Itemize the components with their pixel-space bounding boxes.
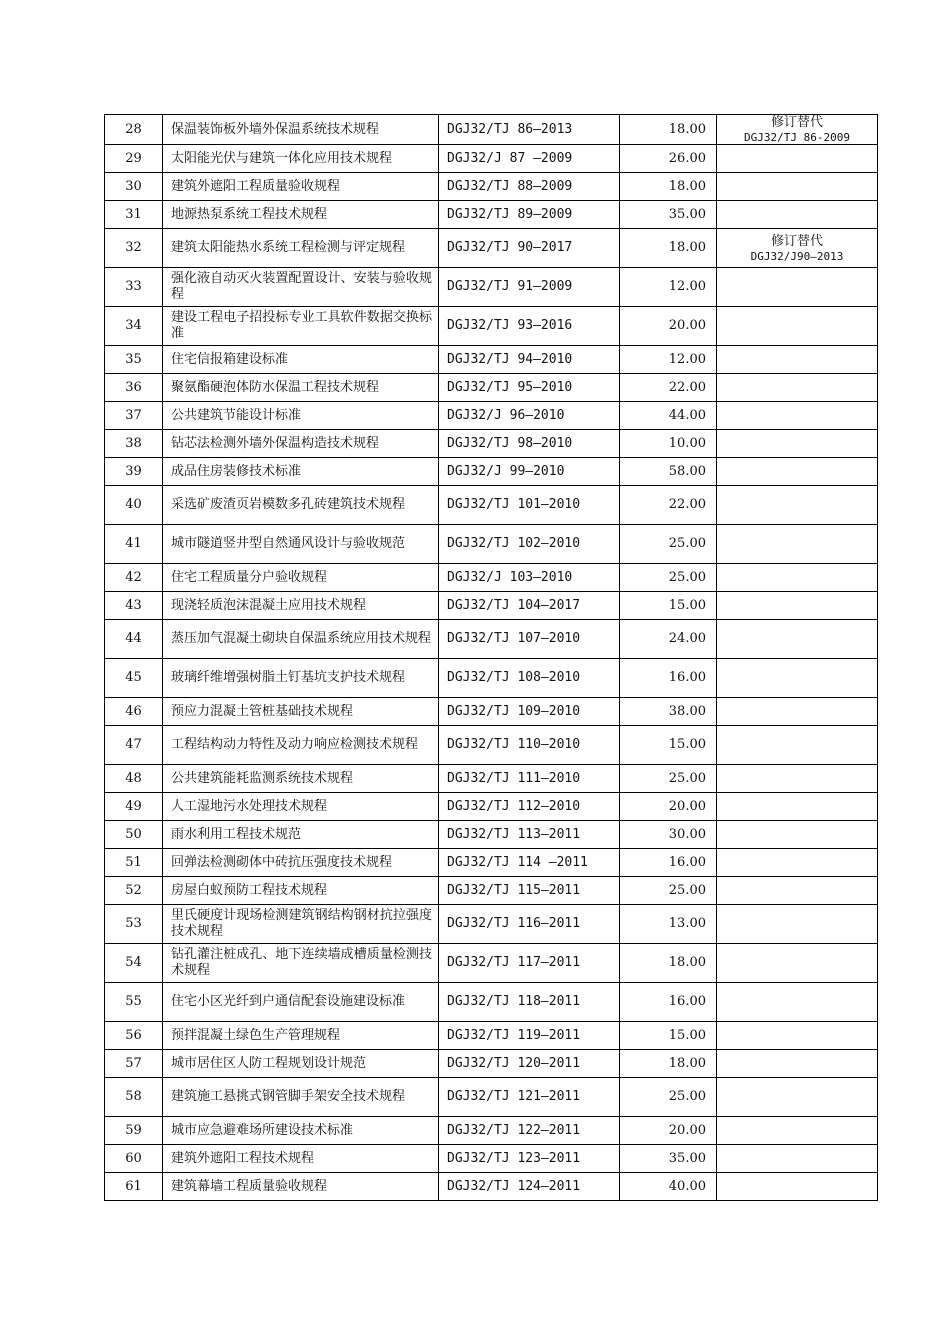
remark <box>717 793 878 821</box>
row-number: 59 <box>105 1117 163 1145</box>
table-row <box>105 201 878 229</box>
price: 25.00 <box>620 1078 717 1117</box>
standard-name: 太阳能光伏与建筑一体化应用技术规程 <box>163 145 439 173</box>
remark <box>717 307 878 346</box>
price: 13.00 <box>620 905 717 944</box>
standard-name: 里氏硬度计现场检测建筑钢结构钢材抗拉强度技术规程 <box>163 905 439 944</box>
row-number: 28 <box>105 115 163 145</box>
remark <box>717 877 878 905</box>
remark <box>717 1078 878 1117</box>
standard-name: 城市应急避难场所建设技术标准 <box>163 1117 439 1145</box>
table-row <box>105 1117 878 1145</box>
price: 18.00 <box>620 944 717 983</box>
row-number: 51 <box>105 849 163 877</box>
remark <box>717 268 878 307</box>
row-number: 32 <box>105 229 163 268</box>
standard-name: 建筑太阳能热水系统工程检测与评定规程 <box>163 229 439 268</box>
remark-text: 修订替代 <box>770 115 823 130</box>
standard-name: 公共建筑节能设计标准 <box>163 402 439 430</box>
price: 25.00 <box>620 525 717 564</box>
standard-name: 住宅工程质量分户验收规程 <box>163 564 439 592</box>
price: 12.00 <box>620 346 717 374</box>
table-row <box>105 402 878 430</box>
table-row <box>105 983 878 1022</box>
standard-code: DGJ32/TJ 94—2010 <box>439 346 620 374</box>
table-row <box>105 765 878 793</box>
standards-table-body <box>105 115 878 1201</box>
table-row <box>105 458 878 486</box>
standard-code: DGJ32/TJ 102—2010 <box>439 525 620 564</box>
table-row <box>105 592 878 620</box>
remark <box>717 592 878 620</box>
table-row <box>105 1050 878 1078</box>
row-number: 46 <box>105 698 163 726</box>
remark-replaced-code: DGJ32/J90—2013 <box>750 249 844 263</box>
remark <box>717 374 878 402</box>
remark <box>717 564 878 592</box>
standard-code: DGJ32/TJ 123—2011 <box>439 1145 620 1173</box>
remark <box>717 115 878 145</box>
table-row <box>105 698 878 726</box>
table-row <box>105 346 878 374</box>
standard-name: 住宅小区光纤到户通信配套设施建设标准 <box>163 983 439 1022</box>
table-row <box>105 877 878 905</box>
table-row <box>105 430 878 458</box>
standard-name: 城市隧道竖井型自然通风设计与验收规范 <box>163 525 439 564</box>
standard-name: 地源热泵系统工程技术规程 <box>163 201 439 229</box>
price: 20.00 <box>620 793 717 821</box>
price: 15.00 <box>620 726 717 765</box>
price: 20.00 <box>620 1117 717 1145</box>
row-number: 41 <box>105 525 163 564</box>
remark <box>717 458 878 486</box>
table-row <box>105 525 878 564</box>
price: 16.00 <box>620 659 717 698</box>
row-number: 42 <box>105 564 163 592</box>
row-number: 43 <box>105 592 163 620</box>
remark <box>717 821 878 849</box>
standard-name: 雨水利用工程技术规范 <box>163 821 439 849</box>
row-number: 45 <box>105 659 163 698</box>
standard-code: DGJ32/TJ 91—2009 <box>439 268 620 307</box>
price: 44.00 <box>620 402 717 430</box>
standard-name: 建筑施工悬挑式钢管脚手架安全技术规程 <box>163 1078 439 1117</box>
table-row <box>105 486 878 525</box>
row-number: 29 <box>105 145 163 173</box>
standard-code: DGJ32/J 99—2010 <box>439 458 620 486</box>
standard-code: DGJ32/TJ 118—2011 <box>439 983 620 1022</box>
row-number: 57 <box>105 1050 163 1078</box>
remark <box>717 659 878 698</box>
standard-code: DGJ32/J 96—2010 <box>439 402 620 430</box>
row-number: 50 <box>105 821 163 849</box>
price: 35.00 <box>620 1145 717 1173</box>
standards-table <box>104 114 878 1201</box>
standard-code: DGJ32/TJ 101—2010 <box>439 486 620 525</box>
table-row <box>105 1078 878 1117</box>
standard-name: 住宅信报箱建设标准 <box>163 346 439 374</box>
price: 18.00 <box>620 173 717 201</box>
standard-name: 钻孔灌注桩成孔、地下连续墙成槽质量检测技术规程 <box>163 944 439 983</box>
row-number: 31 <box>105 201 163 229</box>
row-number: 58 <box>105 1078 163 1117</box>
price: 58.00 <box>620 458 717 486</box>
standard-name: 人工湿地污水处理技术规程 <box>163 793 439 821</box>
remark <box>717 1050 878 1078</box>
standard-code: DGJ32/TJ 119—2011 <box>439 1022 620 1050</box>
standard-name: 工程结构动力特性及动力响应检测技术规程 <box>163 726 439 765</box>
row-number: 40 <box>105 486 163 525</box>
standard-name: 强化液自动灭火装置配置设计、安装与验收规程 <box>163 268 439 307</box>
row-number: 54 <box>105 944 163 983</box>
table-row <box>105 1173 878 1201</box>
price: 15.00 <box>620 1022 717 1050</box>
table-row <box>105 307 878 346</box>
standard-name: 保温装饰板外墙外保温系统技术规程 <box>163 115 439 145</box>
standard-name: 钻芯法检测外墙外保温构造技术规程 <box>163 430 439 458</box>
row-number: 60 <box>105 1145 163 1173</box>
standard-name: 预应力混凝土管桩基础技术规程 <box>163 698 439 726</box>
price: 25.00 <box>620 765 717 793</box>
price: 16.00 <box>620 983 717 1022</box>
remark <box>717 486 878 525</box>
standard-code: DGJ32/TJ 95—2010 <box>439 374 620 402</box>
remark <box>717 229 878 268</box>
row-number: 35 <box>105 346 163 374</box>
price: 24.00 <box>620 620 717 659</box>
table-row <box>105 229 878 268</box>
standard-code: DGJ32/TJ 121—2011 <box>439 1078 620 1117</box>
remark <box>717 726 878 765</box>
standard-name: 建设工程电子招投标专业工具软件数据交换标准 <box>163 307 439 346</box>
table-row <box>105 944 878 983</box>
table-row <box>105 793 878 821</box>
remark <box>717 402 878 430</box>
standard-name: 建筑外遮阳工程质量验收规程 <box>163 173 439 201</box>
standard-name: 蒸压加气混凝土砌块自保温系统应用技术规程 <box>163 620 439 659</box>
price: 12.00 <box>620 268 717 307</box>
price: 25.00 <box>620 877 717 905</box>
standard-code: DGJ32/TJ 124—2011 <box>439 1173 620 1201</box>
standard-code: DGJ32/TJ 110—2010 <box>439 726 620 765</box>
remark <box>717 905 878 944</box>
standard-code: DGJ32/TJ 104—2017 <box>439 592 620 620</box>
standard-code: DGJ32/TJ 88—2009 <box>439 173 620 201</box>
standard-code: DGJ32/TJ 109—2010 <box>439 698 620 726</box>
table-row <box>105 115 878 145</box>
standard-name: 聚氨酯硬泡体防水保温工程技术规程 <box>163 374 439 402</box>
remark <box>717 1173 878 1201</box>
standard-code: DGJ32/TJ 89—2009 <box>439 201 620 229</box>
standard-code: DGJ32/TJ 113—2011 <box>439 821 620 849</box>
row-number: 55 <box>105 983 163 1022</box>
price: 16.00 <box>620 849 717 877</box>
row-number: 48 <box>105 765 163 793</box>
row-number: 30 <box>105 173 163 201</box>
price: 22.00 <box>620 486 717 525</box>
standard-name: 回弹法检测砌体中砖抗压强度技术规程 <box>163 849 439 877</box>
price: 26.00 <box>620 145 717 173</box>
standard-code: DGJ32/TJ 93—2016 <box>439 307 620 346</box>
remark <box>717 145 878 173</box>
standard-code: DGJ32/TJ 117—2011 <box>439 944 620 983</box>
price: 25.00 <box>620 564 717 592</box>
row-number: 52 <box>105 877 163 905</box>
standard-code: DGJ32/TJ 114 —2011 <box>439 849 620 877</box>
remark <box>717 765 878 793</box>
remark <box>717 983 878 1022</box>
remark-text: 修订替代 <box>770 233 823 249</box>
row-number: 44 <box>105 620 163 659</box>
price: 18.00 <box>620 115 717 145</box>
remark <box>717 1022 878 1050</box>
row-number: 33 <box>105 268 163 307</box>
price: 20.00 <box>620 307 717 346</box>
table-row <box>105 659 878 698</box>
remark <box>717 173 878 201</box>
standard-name: 玻璃纤维增强树脂土钉基坑支护技术规程 <box>163 659 439 698</box>
standard-code: DGJ32/TJ 116—2011 <box>439 905 620 944</box>
table-row <box>105 620 878 659</box>
table-row <box>105 821 878 849</box>
table-row <box>105 1145 878 1173</box>
standard-code: DGJ32/TJ 120—2011 <box>439 1050 620 1078</box>
price: 30.00 <box>620 821 717 849</box>
price: 18.00 <box>620 1050 717 1078</box>
row-number: 36 <box>105 374 163 402</box>
remark <box>717 1117 878 1145</box>
remark <box>717 1145 878 1173</box>
standard-code: DGJ32/TJ 112—2010 <box>439 793 620 821</box>
standard-code: DGJ32/TJ 111—2010 <box>439 765 620 793</box>
standard-name: 房屋白蚁预防工程技术规程 <box>163 877 439 905</box>
row-number: 37 <box>105 402 163 430</box>
standard-name: 采选矿废渣页岩模数多孔砖建筑技术规程 <box>163 486 439 525</box>
row-number: 49 <box>105 793 163 821</box>
price: 10.00 <box>620 430 717 458</box>
row-number: 38 <box>105 430 163 458</box>
price: 38.00 <box>620 698 717 726</box>
standard-code: DGJ32/J 103—2010 <box>439 564 620 592</box>
price: 18.00 <box>620 229 717 268</box>
row-number: 47 <box>105 726 163 765</box>
price: 15.00 <box>620 592 717 620</box>
standard-name: 现浇轻质泡沫混凝土应用技术规程 <box>163 592 439 620</box>
row-number: 53 <box>105 905 163 944</box>
standard-name: 公共建筑能耗监测系统技术规程 <box>163 765 439 793</box>
standard-name: 建筑幕墙工程质量验收规程 <box>163 1173 439 1201</box>
remark-replaced-code: DGJ32/TJ 86-2009 <box>744 131 850 144</box>
table-row <box>105 268 878 307</box>
standard-code: DGJ32/TJ 107—2010 <box>439 620 620 659</box>
standard-code: DGJ32/TJ 86—2013 <box>439 115 620 145</box>
remark <box>717 698 878 726</box>
row-number: 61 <box>105 1173 163 1201</box>
table-row <box>105 1022 878 1050</box>
row-number: 39 <box>105 458 163 486</box>
remark <box>717 201 878 229</box>
remark <box>717 346 878 374</box>
standard-name: 成品住房装修技术标准 <box>163 458 439 486</box>
remark <box>717 849 878 877</box>
table-row <box>105 905 878 944</box>
row-number: 34 <box>105 307 163 346</box>
standard-name: 城市居住区人防工程规划设计规范 <box>163 1050 439 1078</box>
standard-code: DGJ32/TJ 108—2010 <box>439 659 620 698</box>
remark <box>717 525 878 564</box>
remark <box>717 430 878 458</box>
standard-code: DGJ32/TJ 122—2011 <box>439 1117 620 1145</box>
table-row <box>105 726 878 765</box>
standard-code: DGJ32/J 87 —2009 <box>439 145 620 173</box>
standard-code: DGJ32/TJ 90—2017 <box>439 229 620 268</box>
standard-code: DGJ32/TJ 115—2011 <box>439 877 620 905</box>
remark <box>717 944 878 983</box>
price: 35.00 <box>620 201 717 229</box>
table-row <box>105 374 878 402</box>
row-number: 56 <box>105 1022 163 1050</box>
standard-name: 预拌混凝土绿色生产管理规程 <box>163 1022 439 1050</box>
price: 22.00 <box>620 374 717 402</box>
table-row <box>105 173 878 201</box>
standard-name: 建筑外遮阳工程技术规程 <box>163 1145 439 1173</box>
table-row <box>105 145 878 173</box>
table-row <box>105 564 878 592</box>
remark <box>717 620 878 659</box>
price: 40.00 <box>620 1173 717 1201</box>
standard-code: DGJ32/TJ 98—2010 <box>439 430 620 458</box>
table-row <box>105 849 878 877</box>
